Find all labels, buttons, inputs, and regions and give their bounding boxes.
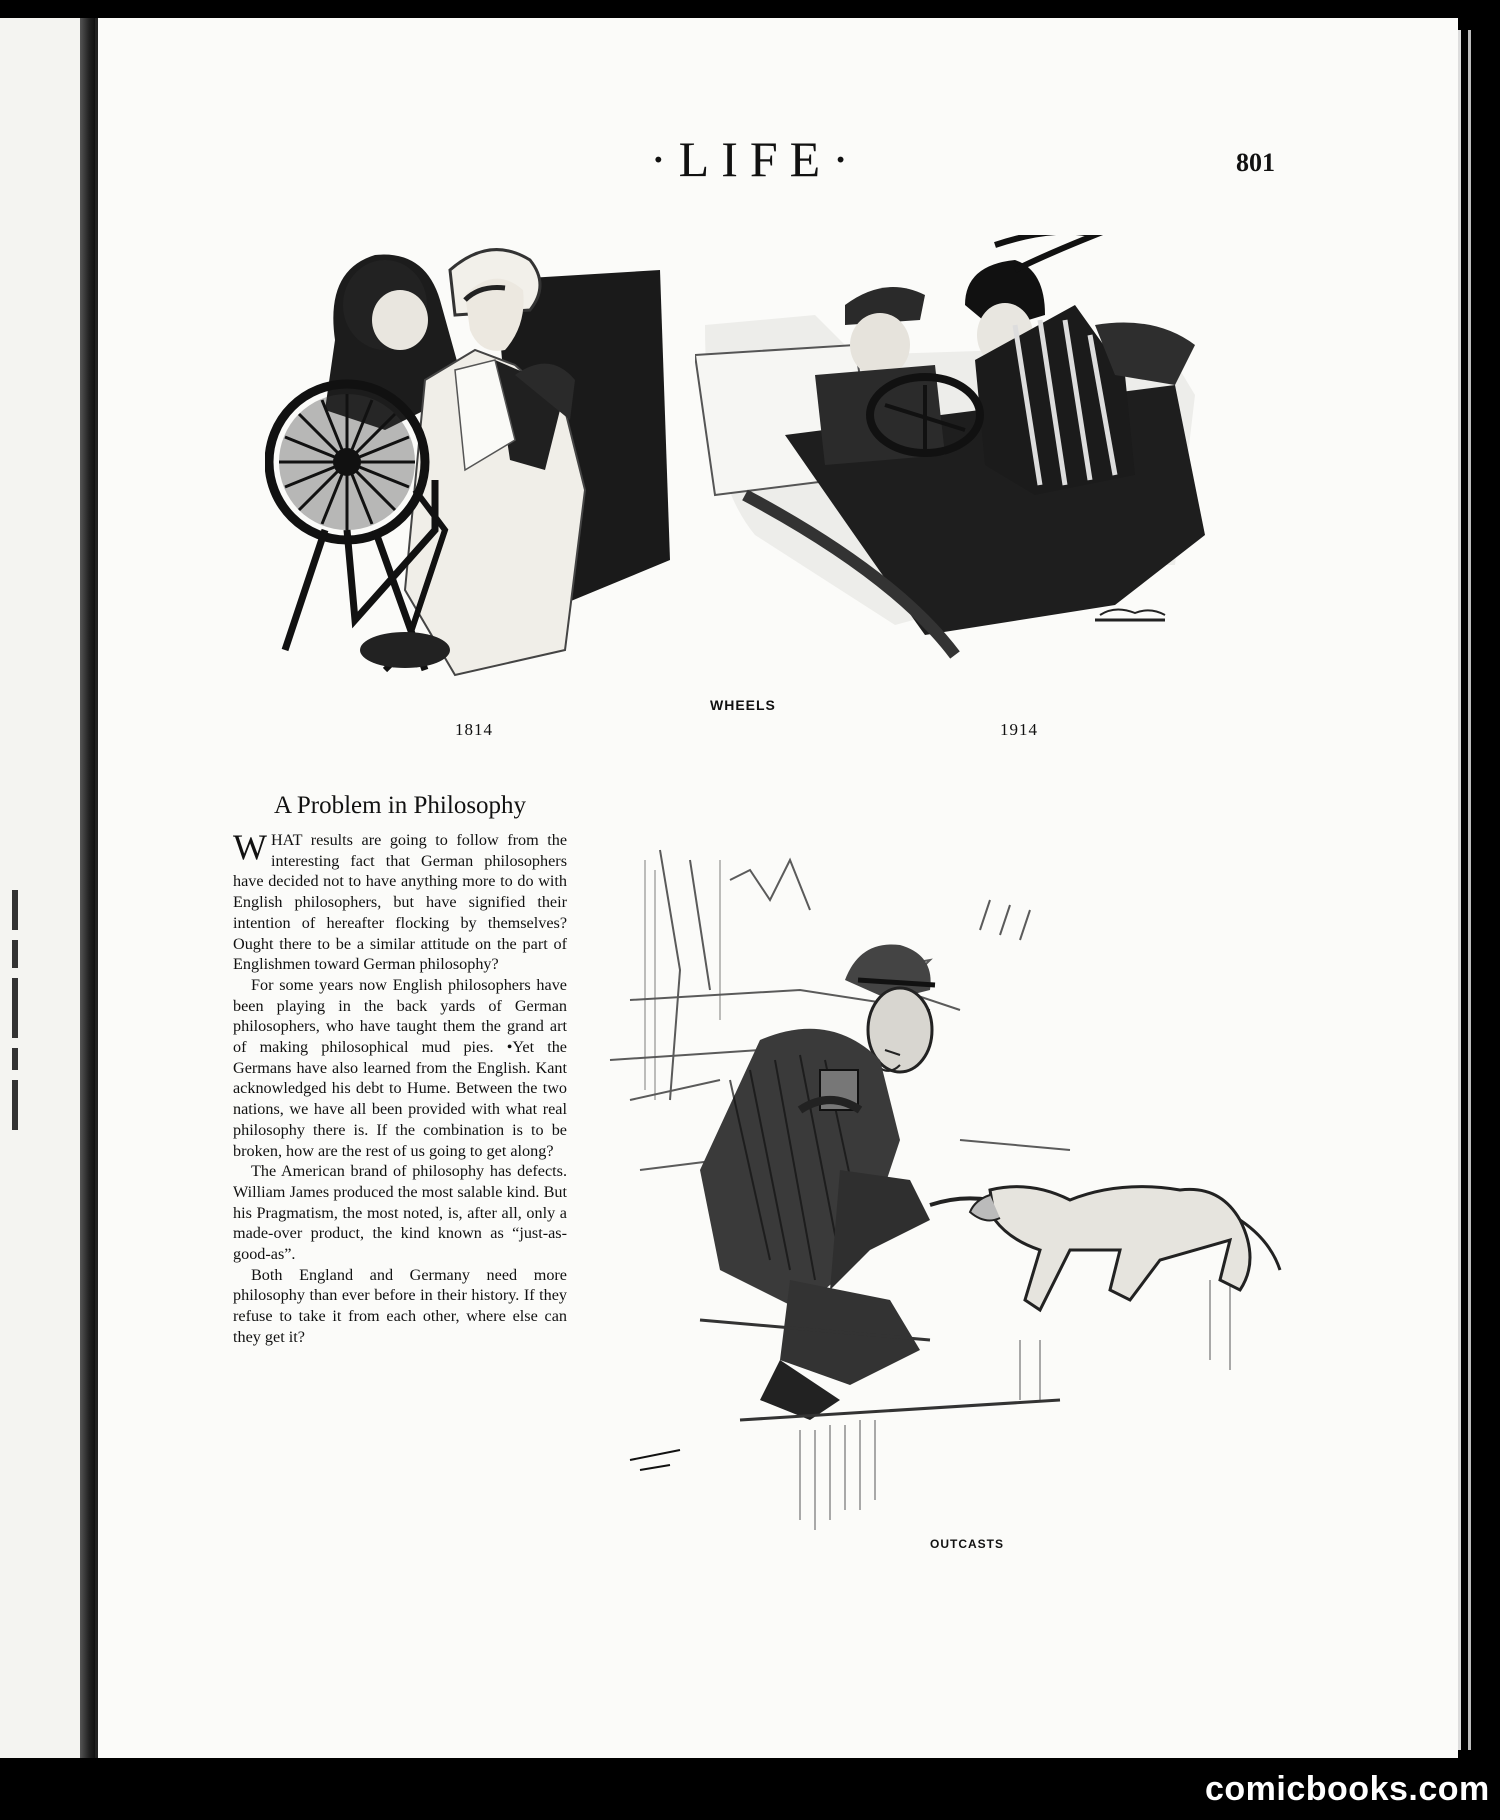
page-edge-line	[1468, 30, 1471, 1750]
page-number: 801	[1236, 148, 1275, 177]
scan-border	[1455, 10, 1500, 1770]
year-label-left: 1814	[455, 720, 493, 739]
illustration-spinning-wheel	[265, 230, 675, 680]
article-paragraph: Both England and Germany need more philosophy than ever before in their history. If they refuse to take it from each other, where else can they get it?	[233, 1265, 567, 1346]
outcasts-caption: OUTCASTS	[930, 1537, 1004, 1551]
wheels-caption: WHEELS	[710, 697, 776, 713]
article-title: A Problem in Philosophy	[273, 792, 527, 819]
watermark: comicbooks.com	[1205, 1770, 1490, 1808]
illustration-outcasts	[600, 840, 1360, 1530]
article-paragraph: For some years now English philosophers have been playing in the back yards of German philosophers, who have taught them the grand art of making philosophical mud pies. •Yet the Germans have also learned from the English. Kant acknowledged his debt to Hume. Between the two nations, we have all been provided with what real philosophy there is. If the combination is to be broken, how are the rest of us going to get along?	[233, 975, 567, 1160]
article-paragraph: The American brand of philosophy has defects. William James produced the most salable kind. But his Pragmatism, the most noted, is, after all, only a made-over product, the kind known as “just-as-good-as”.	[233, 1162, 567, 1264]
illustration-motor-car	[695, 235, 1210, 675]
article-paragraph: WHAT results are going to follow from the interesting fact that German philosophers have decided not to have anything more to do with English philosophers, but have signified their intention of hereafter flocking by themselves? Ought there to be a similar attitude on the part of Englishmen toward German philosophy?	[233, 827, 567, 974]
magazine-masthead: ·LIFE·	[650, 131, 861, 187]
page-edge-line	[1458, 30, 1461, 1750]
facing-page-text-fragments	[8, 880, 26, 1140]
year-label-right: 1914	[1000, 720, 1038, 739]
book-gutter	[80, 18, 95, 1758]
drop-cap: W	[233, 827, 267, 867]
article-a-problem-in-philosophy	[233, 792, 567, 1348]
